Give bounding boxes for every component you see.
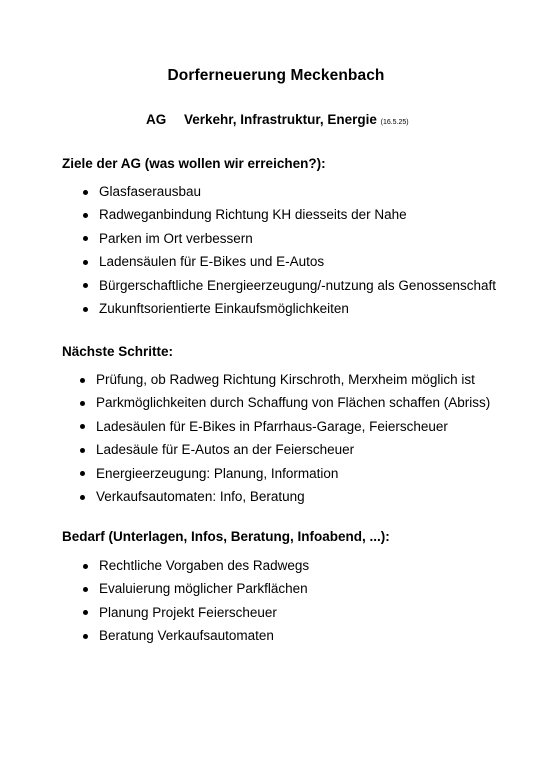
section-goals bbox=[62, 155, 496, 320]
bullet-icon bbox=[83, 610, 88, 615]
list-item-text: Radweganbindung Richtung KH diesseits der Nahe bbox=[99, 207, 407, 223]
list-item bbox=[62, 554, 390, 577]
bullet-icon bbox=[80, 471, 85, 476]
bullet-icon bbox=[80, 424, 85, 429]
bullet-icon bbox=[83, 236, 88, 241]
bullet-icon bbox=[80, 401, 85, 406]
bullet-icon bbox=[83, 190, 88, 195]
subtitle-topic: Verkehr, Infrastruktur, Energie bbox=[184, 112, 377, 127]
list-item-text: Planung Projekt Feierscheuer bbox=[99, 604, 277, 620]
list-item-text: Zukunftsorientierte Einkaufsmöglichkeiten bbox=[99, 301, 349, 317]
subtitle-group: AG bbox=[146, 112, 167, 127]
list-item-text: Rechtliche Vorgaben des Radwegs bbox=[99, 558, 310, 573]
bullet-icon bbox=[83, 283, 88, 288]
needs-list bbox=[62, 554, 390, 648]
list-item-text: Ladensäulen für E-Bikes und E-Autos bbox=[99, 254, 325, 270]
bullet-icon bbox=[83, 564, 88, 569]
list-item bbox=[62, 624, 390, 647]
list-item bbox=[62, 438, 490, 461]
list-item-text: Verkaufsautomaten: Info, Beratung bbox=[96, 489, 305, 505]
list-item-text: Ladesäulen für E-Bikes in Pfarrhaus-Garage, Feierscheuer bbox=[96, 418, 448, 434]
list-item bbox=[62, 485, 490, 508]
document-subtitle bbox=[146, 112, 409, 127]
bullet-icon bbox=[80, 495, 85, 500]
bullet-icon bbox=[83, 587, 88, 592]
subtitle-date: (16.5.25) bbox=[380, 119, 409, 126]
section-needs bbox=[62, 528, 390, 648]
bullet-icon bbox=[80, 448, 85, 453]
list-item bbox=[62, 227, 496, 250]
bullet-icon bbox=[80, 378, 85, 383]
goals-list bbox=[62, 180, 496, 320]
section-next-steps bbox=[62, 343, 490, 508]
list-item bbox=[62, 415, 490, 438]
list-item-text: Bürgerschaftliche Energieerzeugung/-nutzung als Genossenschaft bbox=[99, 277, 496, 293]
section-heading: Nächste Schritte: bbox=[62, 344, 174, 359]
bullet-icon bbox=[83, 213, 88, 218]
bullet-icon bbox=[83, 260, 88, 265]
list-item-text: Parkmöglichkeiten durch Schaffung von Flächen schaffen (Abriss) bbox=[96, 395, 491, 411]
list-item bbox=[62, 250, 496, 273]
list-item bbox=[62, 274, 496, 297]
list-item-text: Parken im Ort verbessern bbox=[99, 230, 253, 246]
list-item bbox=[62, 577, 390, 600]
list-item bbox=[62, 391, 490, 414]
bullet-icon bbox=[83, 634, 88, 639]
list-item bbox=[62, 368, 490, 391]
list-item-text: Glasfaserausbau bbox=[99, 184, 202, 199]
list-item bbox=[62, 180, 496, 203]
list-item bbox=[62, 462, 490, 485]
section-heading: Bedarf (Unterlagen, Infos, Beratung, Infoabend, ...): bbox=[62, 529, 390, 544]
list-item bbox=[62, 297, 496, 320]
list-item-text: Ladesäule für E-Autos an der Feierscheuer bbox=[96, 442, 355, 458]
list-item-text: Energieerzeugung: Planung, Information bbox=[96, 465, 339, 481]
list-item bbox=[62, 203, 496, 226]
list-item bbox=[62, 601, 390, 624]
list-item-text: Beratung Verkaufsautomaten bbox=[99, 628, 274, 644]
bullet-icon bbox=[83, 307, 88, 312]
next-steps-list bbox=[62, 368, 490, 508]
document-title: Dorferneuerung Meckenbach bbox=[167, 67, 385, 84]
section-heading: Ziele der AG (was wollen wir erreichen?): bbox=[62, 156, 326, 171]
list-item-text: Prüfung, ob Radweg Richtung Kirschroth, Merxheim möglich ist bbox=[96, 372, 475, 387]
list-item-text: Evaluierung möglicher Parkflächen bbox=[99, 581, 308, 597]
